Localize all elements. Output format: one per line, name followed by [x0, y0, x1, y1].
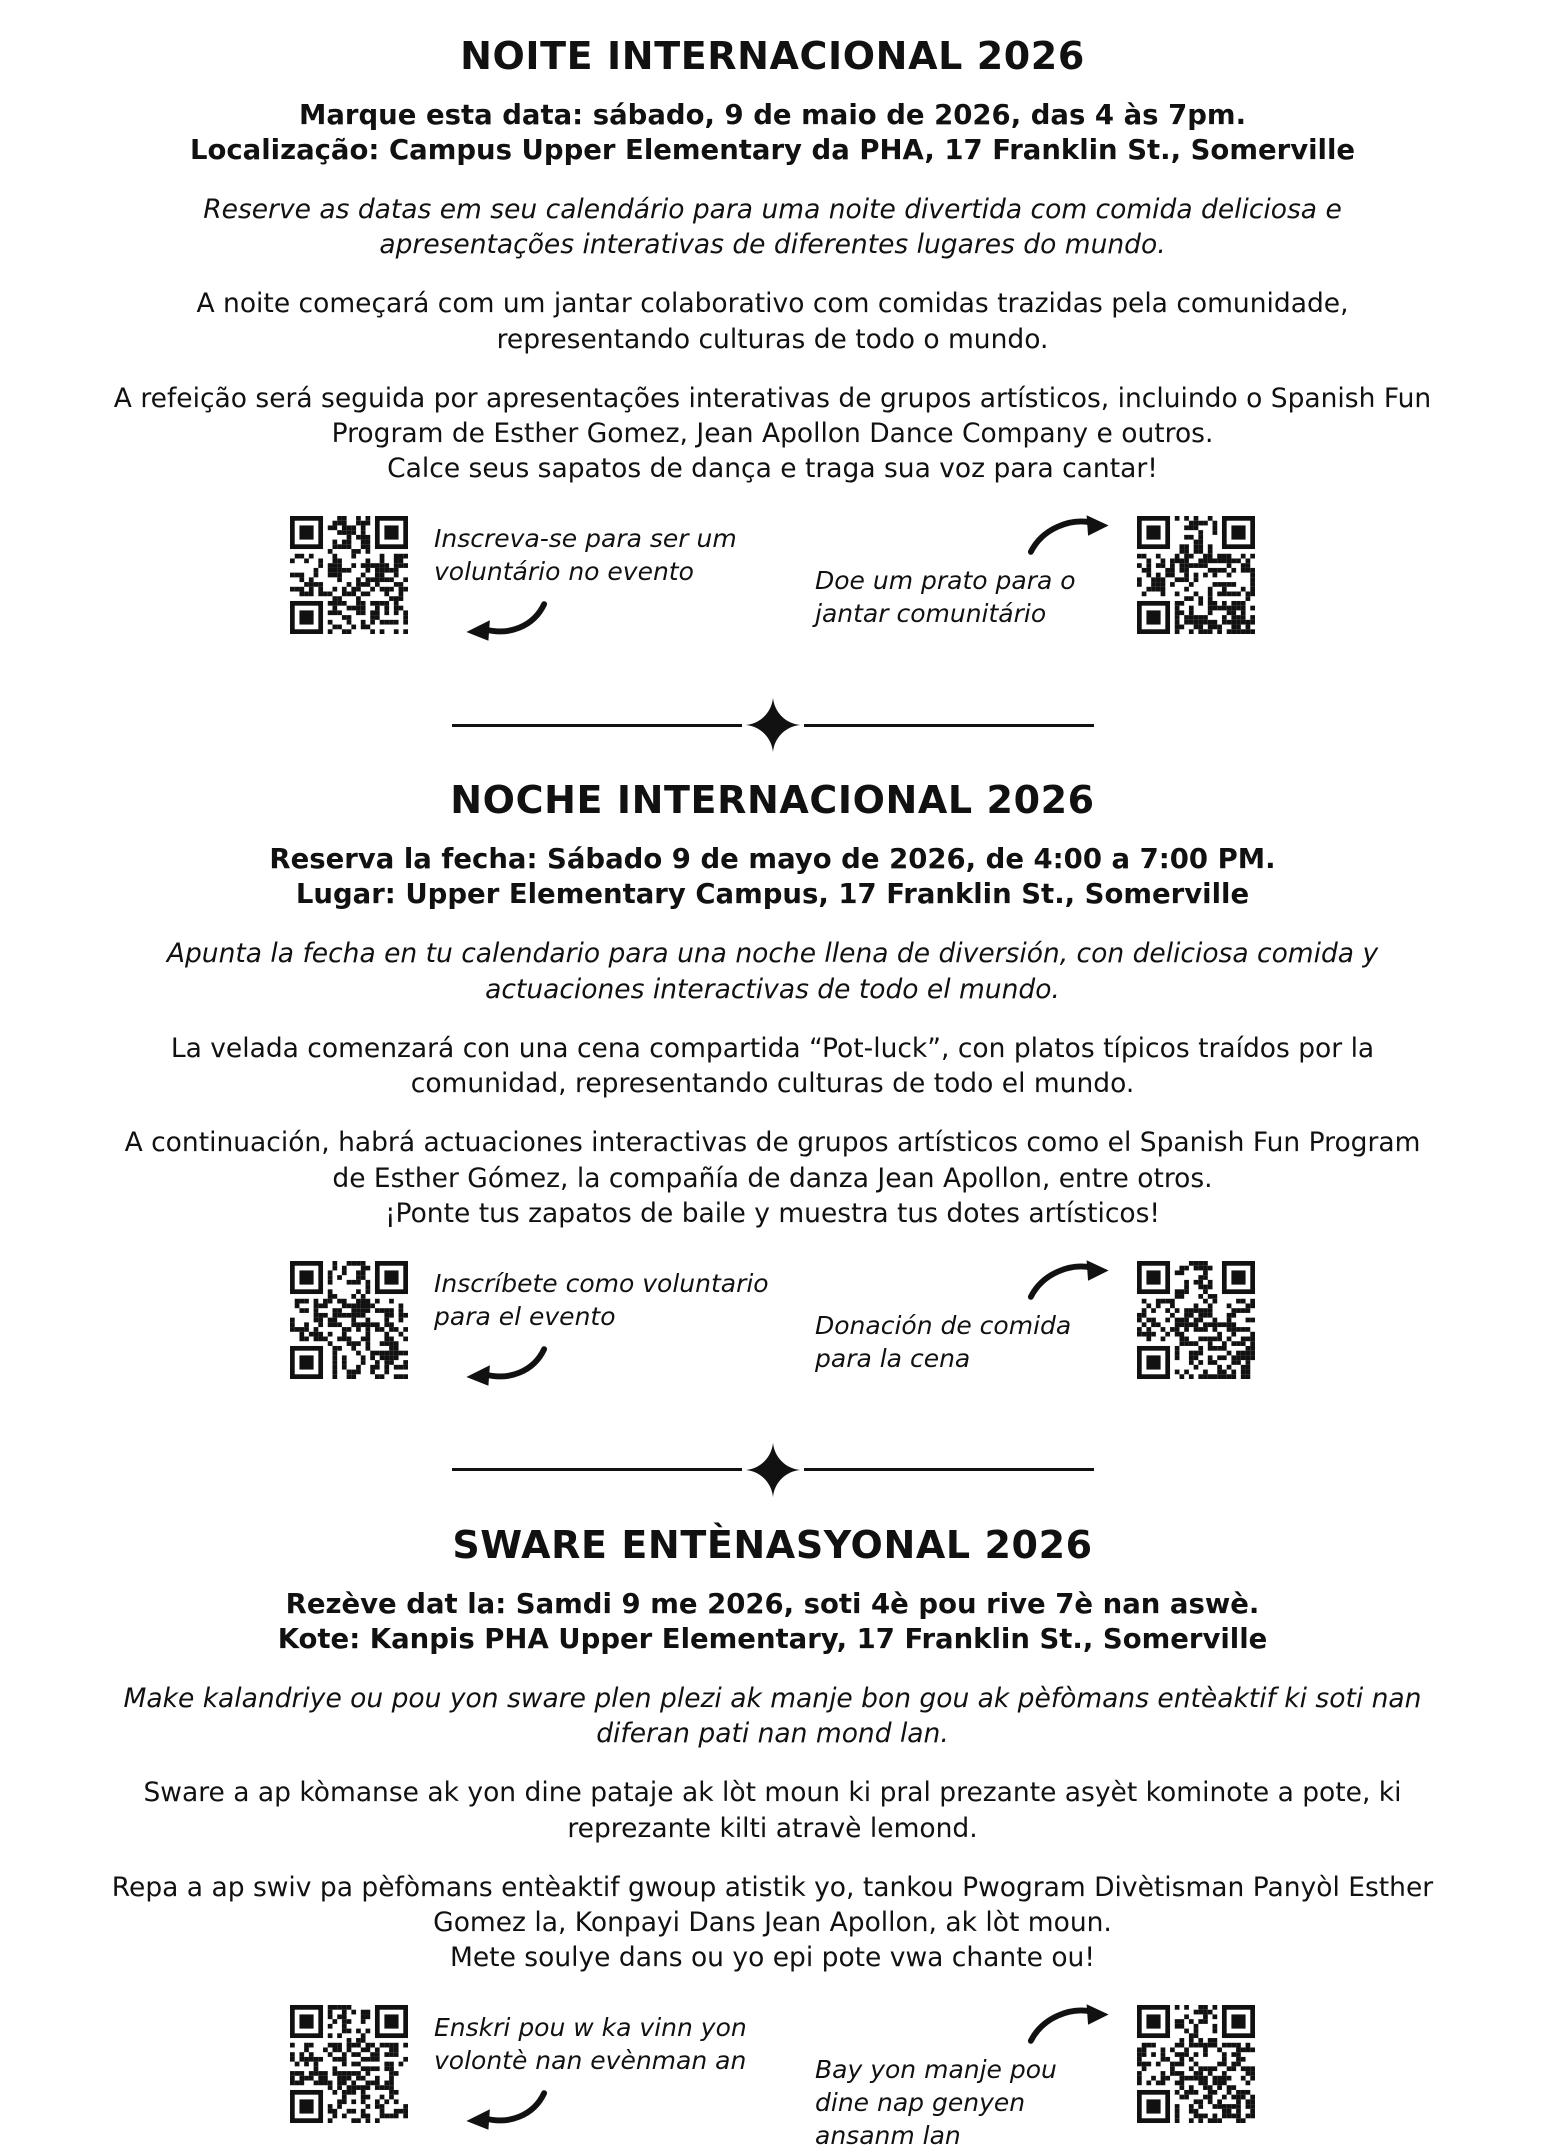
- event-details: [0, 1587, 1545, 1657]
- curved-arrow-left-icon: [462, 1343, 550, 1389]
- curved-arrow-left-icon: [462, 2087, 550, 2133]
- qr-row: [290, 1261, 1255, 1411]
- volunteer-qr-code: [290, 516, 408, 634]
- curved-arrow-right-icon: [1025, 2001, 1113, 2047]
- curved-arrow-right-icon: [1025, 1257, 1113, 1303]
- dinner-paragraph: La velada comenzará con una cena compartida “Pot-luck”, con platos típicos traídos por la comunidad, representando culturas de todo el mundo.: [170, 1032, 1375, 1100]
- volunteer-qr-code: [290, 1261, 408, 1379]
- section-title: NOCHE INTERNACIONAL 2026: [450, 778, 1095, 823]
- volunteer-qr-code: [290, 2005, 408, 2123]
- date-line: Rezève dat la: Samdi 9 me 2026, soti 4è pou rive 7è nan aswè.: [285, 1587, 1260, 1620]
- sparkle-icon: [744, 696, 802, 754]
- dinner-paragraph: Sware a ap kòmanse ak yon dine pataje ak lòt moun ki pral prezante asyèt kominote a pote, ki reprezante kilti atravè lemond.: [143, 1777, 1402, 1844]
- date-line: Reserva la fecha: Sábado 9 de mayo de 2026, de 4:00 a 7:00 PM.: [269, 843, 1276, 876]
- intro-paragraph: Reserve as datas em seu calendário para uma noite divertida com comida deliciosa e apresentações interativas de diferentes lugares do mundo.: [203, 193, 1342, 261]
- section-title: SWARE ENTÈNASYONAL 2026: [452, 1522, 1093, 1567]
- donate-qr-code: [1137, 516, 1255, 634]
- qr-row: [290, 516, 1255, 666]
- section-portuguese: [0, 34, 1545, 666]
- donate-caption: Bay yon manje pou dine nap genyen ansanm lan: [815, 2055, 1057, 2151]
- performances-text: Repa a ap swiv pa pèfòmans entèaktif gwoup atistik yo, tankou Pwogram Divètisman Panyòl Esther Gomez la, Konpayi Dans Jean Apollon, ak lòt moun.: [111, 1871, 1434, 1938]
- section-divider: [423, 1441, 1123, 1499]
- cta-text: Calce seus sapatos de dança e traga sua voz para cantar!: [387, 453, 1158, 485]
- performances-paragraph: [108, 1870, 1438, 1976]
- date-line: Marque esta data: sábado, 9 de maio de 2026, das 4 às 7pm.: [298, 99, 1247, 131]
- qr-row: [290, 2005, 1255, 2155]
- volunteer-caption: Inscríbete como voluntario para el evento: [434, 1268, 769, 1331]
- section-spanish: [0, 778, 1545, 1410]
- location-line: Lugar: Upper Elementary Campus, 17 Franklin St., Somerville: [295, 878, 1250, 911]
- dinner-paragraph: A noite começará com um jantar colaborativo com comidas trazidas pela comunidade, representando culturas de todo o mundo.: [196, 288, 1349, 355]
- donate-caption: Donación de comida para la cena: [815, 1310, 1072, 1373]
- donate-qr-code: [1137, 1261, 1255, 1379]
- intro-paragraph: Apunta la fecha en tu calendario para una noche llena de diversión, con deliciosa comida y actuaciones interactivas de todo el mundo.: [166, 938, 1379, 1005]
- divider-line: [452, 1468, 742, 1471]
- cta-text: Mete soulye dans ou yo epi pote vwa chante ou!: [450, 1942, 1095, 1974]
- cta-text: ¡Ponte tus zapatos de baile y muestra tus dotes artísticos!: [384, 1197, 1161, 1229]
- food-donation-block: [815, 2005, 1255, 2152]
- food-donation-block: [815, 1261, 1255, 1379]
- donate-qr-code: [1137, 2005, 1255, 2123]
- performances-text: A refeição será seguida por apresentações interativas de grupos artísticos, incluindo o Spanish Fun Program de Esther Gomez, Jean Apollon Dance Company e outros.: [113, 382, 1432, 450]
- volunteer-signup-block: [290, 1261, 794, 1389]
- performances-paragraph: [108, 381, 1438, 487]
- food-donation-block: [815, 516, 1255, 634]
- divider-line: [804, 1468, 1094, 1471]
- volunteer-signup-block: [290, 2005, 794, 2133]
- divider-line: [804, 724, 1094, 727]
- event-details: [0, 98, 1545, 168]
- intro-paragraph: Make kalandriye ou pou yon sware plen plezi ak manje bon gou ak pèfòmans entèaktif ki soti nan diferan pati nan mond lan.: [123, 1682, 1422, 1750]
- donate-caption: Doe um prato para o jantar comunitário: [815, 566, 1076, 629]
- event-details: [0, 842, 1545, 912]
- curved-arrow-left-icon: [462, 598, 550, 644]
- volunteer-caption: Enskri pou w ka vinn yon volontè nan evènman an: [434, 2013, 747, 2076]
- performances-paragraph: [108, 1125, 1438, 1231]
- location-line: Kote: Kanpis PHA Upper Elementary, 17 Franklin St., Somerville: [277, 1622, 1268, 1655]
- section-haitian-creole: [0, 1523, 1545, 2155]
- sparkle-icon: [744, 1441, 802, 1499]
- performances-text: A continuación, habrá actuaciones interactivas de grupos artísticos como el Spanish Fun Program de Esther Gómez, la compañía de danza Jean Apollon, entre otros.: [124, 1127, 1421, 1194]
- section-title: NOITE INTERNACIONAL 2026: [460, 34, 1085, 78]
- divider-line: [452, 724, 742, 727]
- section-divider: [423, 696, 1123, 754]
- volunteer-caption: Inscreva-se para ser um voluntário no evento: [434, 524, 737, 587]
- location-line: Localização: Campus Upper Elementary da PHA, 17 Franklin St., Somerville: [189, 133, 1356, 166]
- curved-arrow-right-icon: [1025, 512, 1113, 558]
- volunteer-signup-block: [290, 516, 794, 644]
